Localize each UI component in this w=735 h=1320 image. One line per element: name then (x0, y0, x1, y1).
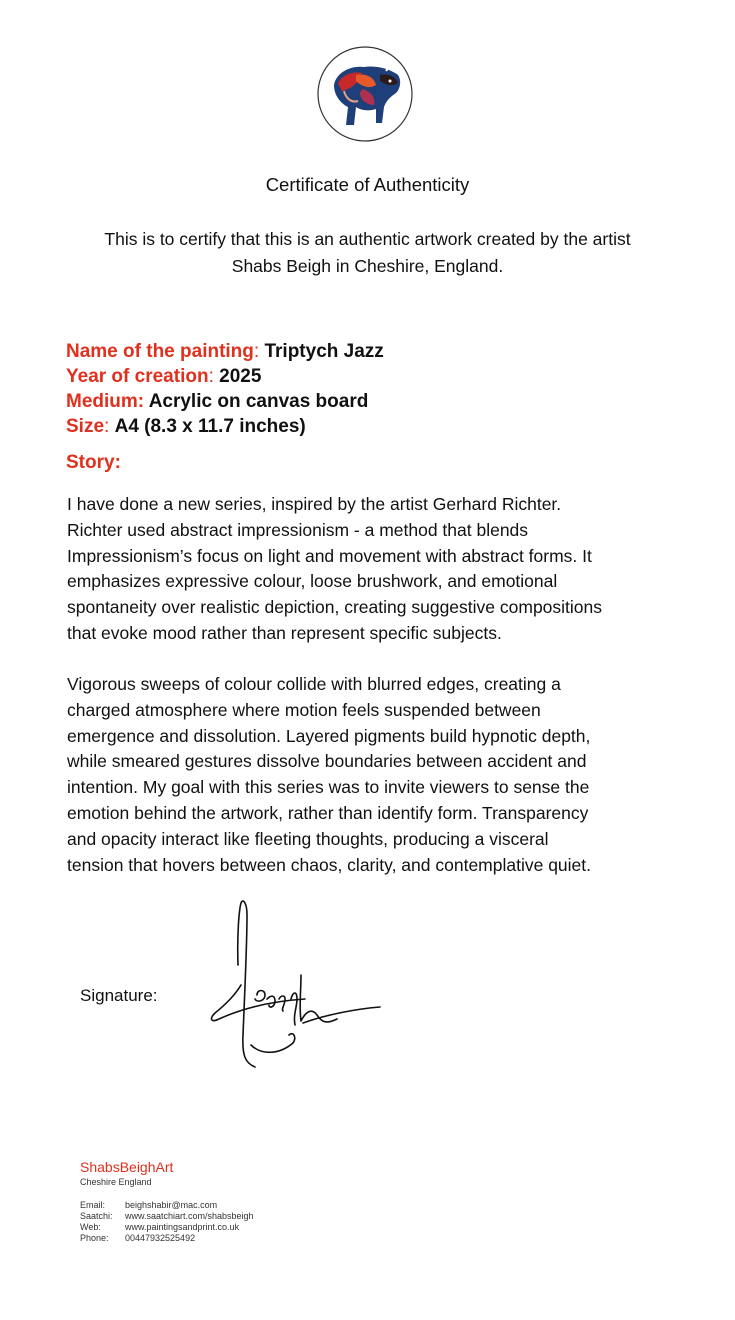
bull-logo-icon (316, 45, 414, 143)
contact-row-email (80, 1200, 254, 1211)
contact-email-link[interactable]: beighshabir@mac.com (125, 1200, 218, 1210)
certificate-title: Certificate of Authenticity (265, 174, 470, 195)
detail-value: Triptych Jazz (264, 341, 384, 362)
intro-line: This is to certify that this is an authentic artwork created by the artist (104, 229, 631, 249)
story-line: tension that hovers between chaos, clarity, and contemplative quiet. (67, 854, 592, 875)
story-line: intention. My goal with this series was to invite viewers to sense the (67, 777, 590, 798)
detail-value: A4 (8.3 x 11.7 inches) (114, 416, 306, 437)
story-line: emergence and dissolution. Layered pigments build hypnotic depth, (67, 725, 591, 746)
detail-row-year: Year of creation: 2025 (66, 366, 262, 387)
contact-label: Email: (80, 1200, 106, 1210)
story-line: emphasizes expressive colour, loose brushwork, and emotional (67, 571, 558, 592)
story-line: while smeared gestures dissolve boundaries between accident and (67, 751, 587, 772)
detail-value: Acrylic on canvas board (148, 391, 369, 412)
intro-line: Shabs Beigh in Cheshire, England. (231, 256, 504, 276)
detail-row-name: Name of the painting: Triptych Jazz (66, 341, 384, 362)
detail-label: Size (66, 416, 105, 437)
contact-phone-value: 00447932525492 (125, 1233, 196, 1243)
detail-label: Medium (66, 391, 138, 412)
contact-label: Web: (80, 1222, 101, 1232)
detail-row-medium: Medium: Acrylic on canvas board (66, 391, 369, 412)
story-line: spontaneity over realistic depiction, creating suggestive compositions (67, 597, 603, 618)
story-line: that evoke mood rather than represent specific subjects. (67, 622, 502, 643)
footer (80, 1158, 254, 1244)
detail-label: Year of creation (66, 366, 209, 387)
intro-text (60, 226, 675, 280)
contact-row-saatchi (80, 1211, 254, 1222)
story-paragraph-1 (67, 492, 677, 647)
story-line: Vigorous sweeps of colour collide with blurred edges, creating a (67, 674, 561, 694)
handwritten-signature (205, 895, 385, 1075)
story-line: emotion behind the artwork, rather than identify form. Transparency (67, 802, 589, 823)
contact-label: Phone: (80, 1233, 109, 1243)
footer-brand: ShabsBeighArt (80, 1159, 174, 1175)
detail-label: Name of the painting (66, 341, 254, 362)
contact-row-phone (80, 1233, 254, 1244)
story-line: Impressionism’s focus on light and movement with abstract forms. It (67, 545, 592, 566)
contact-web-link[interactable]: www.paintingsandprint.co.uk (125, 1222, 240, 1232)
signature-label: Signature: (80, 986, 158, 1005)
story-paragraph-2 (67, 672, 677, 878)
contact-label: Saatchi: (80, 1211, 113, 1221)
detail-value: 2025 (219, 366, 262, 387)
contact-saatchi-link[interactable]: www.saatchiart.com/shabsbeigh (125, 1211, 254, 1221)
contact-row-web (80, 1222, 254, 1233)
artwork-details (66, 339, 686, 439)
story-line: Richter used abstract impressionism - a method that blends (67, 519, 529, 540)
story-line: and opacity interact like fleeting thoughts, producing a visceral (67, 828, 549, 849)
story-label: Story: (66, 452, 121, 473)
detail-row-size: Size: A4 (8.3 x 11.7 inches) (66, 416, 306, 437)
story-line: I have done a new series, inspired by the artist Gerhard Richter. (67, 494, 562, 514)
story-line: charged atmosphere where motion feels suspended between (67, 699, 541, 720)
footer-location: Cheshire England (80, 1177, 152, 1187)
